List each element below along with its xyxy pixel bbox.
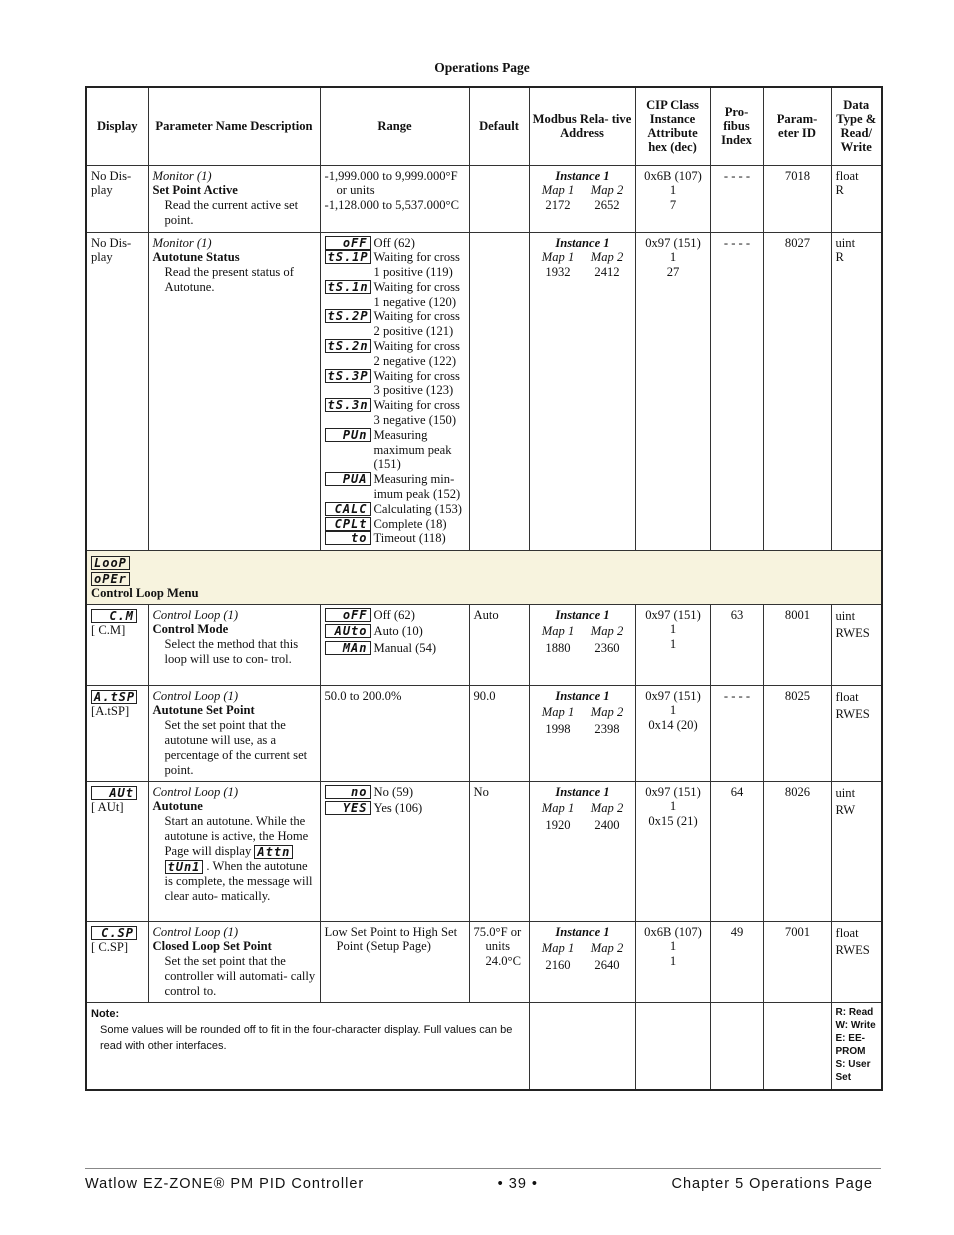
rw-value: RWES [835,706,870,721]
lcd-code: to [325,531,371,545]
default-cell: No [469,781,529,921]
param-section: Control Loop (1) [152,607,239,622]
param-cell [148,921,320,1002]
lcd-code: tS.1n [325,280,371,294]
desc-text: . When the autotune is complete, the message will clear auto- matically. [164,858,313,903]
legend-item: R: Read [835,1006,874,1018]
map1-value: 2172 [545,198,571,213]
range-option [325,250,467,280]
cip-cell [635,604,710,685]
param-name: Control Mode [152,622,229,637]
map1-value: 1932 [545,265,571,280]
display-cell [86,604,148,685]
header-row [86,87,882,165]
lcd-code: MAn [325,641,371,655]
map1-label: Map 1 [541,705,575,720]
empty-cell [763,1002,831,1090]
range-option [325,280,467,310]
param-id-cell: 8001 [763,604,831,685]
range-cell [320,781,469,921]
range-option-text: Waiting for cross 2 positive (121) [373,309,460,339]
rw-value: R [835,183,844,198]
dtype-value: uint [835,608,856,623]
page-number: • 39 • [497,1176,539,1192]
profibus-cell: - - - - [710,232,763,550]
display-cell: No Dis- play [86,232,148,550]
range-option-text: Auto (10) [373,624,423,639]
lcd-code: PUn [325,428,371,442]
cip-cell [635,232,710,550]
map1-label: Map 1 [541,624,575,639]
lcd-code: tS.1P [325,250,371,264]
range-option-text: Waiting for cross 3 negative (150) [373,398,460,428]
map1-label: Map 1 [541,941,575,956]
col-header-modbus: Modbus Rela- tive Address [529,87,635,165]
rw-value: RWES [835,942,870,957]
cip-instance: 1 [669,183,677,198]
param-id-cell: 8027 [763,232,831,550]
display-cell [86,921,148,1002]
col-header-cip: CIP Class Instance Attribute hex (dec) [635,87,710,165]
range-line: -1,999.000 to 9,999.000°F or units [324,168,458,198]
display-code: [A.tSP] [91,703,130,718]
lcd-code: Attn [254,845,293,859]
lcd-code: oPEr [91,572,130,586]
range-option [325,531,467,546]
cip-instance: 1 [669,250,677,265]
modbus-cell [529,781,635,921]
param-desc: Set the set point that the autotune will use, as a percentage of the current set point. [164,718,308,777]
range-cell [320,604,469,685]
col-header-param-id: Param- eter ID [763,87,831,165]
param-desc: Select the method that this loop will use to con- trol. [164,637,299,666]
empty-cell [529,1002,635,1090]
map1-value: 2160 [545,958,571,973]
note-text: Some values will be rounded off to fit in the four-character display. Full values can be read with other interfaces. [100,1023,513,1052]
dtype-value: float [835,168,859,183]
dtype-value: uint [835,235,856,250]
lcd-code: C.M [91,609,137,623]
cip-class: 0x97 (151) [645,235,701,250]
profibus-cell: - - - - [710,165,763,232]
dtype-cell [831,921,882,1002]
range-option-text: Waiting for cross 3 positive (123) [373,368,460,398]
rw-value: RW [835,802,856,817]
param-cell [148,604,320,685]
range-option-text: Manual (54) [373,641,437,656]
desc-text: Start an autotune. While the autotune is active, the Home Page will display [164,814,309,858]
col-header-data-type: Data Type & Read/ Write [831,87,882,165]
cip-attribute: 0x15 (21) [648,814,698,829]
lcd-code: AUto [325,624,371,638]
table-row [86,781,882,921]
range-option [325,785,466,800]
map2-value: 2400 [594,818,620,833]
display-cell [86,685,148,781]
dtype-cell [831,232,882,550]
display-cell [86,781,148,921]
lcd-code: PUA [325,472,371,486]
default-cell [469,921,529,1002]
cip-class: 0x6B (107) [644,168,702,183]
map2-value: 2640 [594,958,620,973]
param-name: Set Point Active [152,183,238,198]
lcd-code: CALC [325,502,371,516]
param-name: Autotune Set Point [152,703,255,718]
range-option [325,428,467,472]
param-cell [148,232,320,550]
map2-value: 2652 [594,198,620,213]
param-section: Control Loop (1) [152,784,239,799]
map2-label: Map 2 [590,250,624,265]
range-option-text: Off (62) [373,235,415,250]
cip-attribute: 1 [669,637,677,652]
note-row [86,1002,882,1090]
cip-attribute: 27 [666,265,680,280]
operations-table [85,86,883,1091]
range-option [325,369,467,399]
map1-label: Map 1 [541,183,575,198]
range-option-text: Timeout (118) [373,531,446,546]
cip-cell [635,921,710,1002]
instance-label: Instance 1 [555,235,610,250]
param-name: Autotune Status [152,250,240,265]
map2-label: Map 2 [590,941,624,956]
display-code: [ C.SP] [91,939,129,954]
range-option-text: Waiting for cross 2 negative (122) [373,339,460,368]
cip-cell [635,781,710,921]
footer-divider [85,1168,881,1169]
profibus-cell: 64 [710,781,763,921]
cip-instance: 1 [669,622,677,637]
lcd-code: CPLt [325,517,371,531]
modbus-cell [529,921,635,1002]
range-option-text: Measuring maximum peak (151) [373,427,452,472]
param-name: Autotune [152,799,203,814]
default-cell [469,165,529,232]
note-cell [86,1002,529,1090]
cip-class: 0x6B (107) [644,924,702,939]
range-cell [320,165,469,232]
param-cell [148,165,320,232]
page-footer [85,1176,873,1192]
range-option [325,472,467,502]
lcd-code: tS.2n [325,339,371,353]
default-cell: 90.0 [469,685,529,781]
range-option [325,801,466,816]
profibus-cell: 63 [710,604,763,685]
param-id-cell: 8026 [763,781,831,921]
instance-label: Instance 1 [555,924,610,939]
map2-label: Map 2 [590,624,624,639]
cip-class: 0x97 (151) [645,688,701,703]
instance-label: Instance 1 [555,607,610,622]
display-code: [ C.M] [91,622,126,637]
range-option-text: Complete (18) [373,516,447,531]
range-line: -1,128.000 to 5,537.000°C [324,198,459,213]
cip-class: 0x97 (151) [645,607,701,622]
range-option [325,608,466,623]
range-option [325,624,466,639]
map1-value: 1998 [545,722,571,737]
modbus-cell [529,232,635,550]
param-section: Monitor (1) [152,168,212,183]
range-line: Low Set Point to High Set Point (Setup Page) [324,924,458,954]
param-cell [148,685,320,781]
range-option-text: Calculating (153) [373,501,462,516]
modbus-cell [529,685,635,781]
lcd-code: C.SP [91,926,137,940]
param-desc: Read the present status of Autotune. [164,265,294,294]
map1-label: Map 1 [541,250,575,265]
param-desc [153,814,317,903]
cip-instance: 1 [669,799,677,814]
legend-item: E: EE-PROM [835,1032,866,1057]
table-row [86,921,882,1002]
map2-value: 2360 [594,641,620,656]
dtype-value: float [835,689,859,704]
empty-cell [710,1002,763,1090]
menu-title: Control Loop Menu [91,585,199,600]
lcd-code: oFF [325,608,371,622]
display-cell: No Dis- play [86,165,148,232]
col-header-range: Range [320,87,469,165]
range-option-text: Measuring min- imum peak (152) [373,472,461,502]
rw-value: RWES [835,625,870,640]
range-option [325,398,467,428]
table-row [86,232,882,550]
map1-label: Map 1 [541,801,575,816]
empty-cell [635,1002,710,1090]
instance-label: Instance 1 [555,784,610,799]
map1-value: 1920 [545,818,571,833]
param-section: Control Loop (1) [152,688,239,703]
dtype-value: float [835,925,859,940]
map1-value: 1880 [545,641,571,656]
profibus-cell: - - - - [710,685,763,781]
default-cell: Auto [469,604,529,685]
range-cell: 50.0 to 200.0% [320,685,469,781]
cip-attribute: 7 [669,198,677,213]
note-title: Note: [91,1007,120,1020]
profibus-cell: 49 [710,921,763,1002]
instance-label: Instance 1 [555,168,610,183]
cip-class: 0x97 (151) [645,784,701,799]
dtype-cell [831,781,882,921]
table-row [86,165,882,232]
lcd-code: tS.3P [325,369,371,383]
param-section: Control Loop (1) [152,924,239,939]
default-cell [469,232,529,550]
col-header-profibus: Pro- fibus Index [710,87,763,165]
instance-label: Instance 1 [555,688,610,703]
param-section: Monitor (1) [152,235,212,250]
rw-value: R [835,250,844,265]
col-header-param-name: Parameter Name Description [148,87,320,165]
modbus-cell [529,165,635,232]
lcd-code: tS.2P [325,309,371,323]
range-cell [320,921,469,1002]
param-id-cell: 7018 [763,165,831,232]
map2-value: 2398 [594,722,620,737]
table-row [86,604,882,685]
param-id-cell: 7001 [763,921,831,1002]
col-header-display: Display [86,87,148,165]
cip-instance: 1 [669,703,677,718]
range-option [325,236,467,251]
display-code: [ AUt] [91,799,124,814]
lcd-code: AUt [91,786,137,800]
legend-item: S: User Set [835,1058,871,1083]
map2-value: 2412 [594,265,620,280]
legend-item: W: Write [835,1019,876,1031]
lcd-code: no [325,785,371,799]
cip-attribute: 1 [669,954,677,969]
lcd-code: LooP [91,556,130,570]
cip-cell [635,165,710,232]
param-desc: Set the set point that the controller will automati- cally control to. [164,954,316,998]
range-option-text: Off (62) [373,607,415,622]
param-desc: Read the current active set point. [164,198,299,227]
lcd-code: oFF [325,236,371,250]
range-option-text: Waiting for cross 1 positive (119) [373,250,460,280]
control-loop-menu [86,550,882,604]
range-option-text: Yes (106) [373,801,423,816]
range-option [325,517,467,532]
range-option [325,641,466,656]
dtype-cell [831,685,882,781]
param-id-cell: 8025 [763,685,831,781]
map2-label: Map 2 [590,801,624,816]
cip-attribute: 0x14 (20) [648,718,698,733]
dtype-value: uint [835,785,856,800]
map2-label: Map 2 [590,705,624,720]
modbus-cell [529,604,635,685]
param-cell [148,781,320,921]
table-row [86,685,882,781]
cip-instance: 1 [669,939,677,954]
range-option [325,502,467,517]
range-option [325,309,467,339]
range-cell [320,232,469,550]
lcd-code: tS.3n [325,398,371,412]
page-title: Operations Page [434,60,530,75]
range-option [325,339,467,369]
lcd-code: tUn1 [165,860,204,874]
col-header-default: Default [469,87,529,165]
menu-header-row [86,550,882,604]
dtype-cell [831,165,882,232]
footer-chapter: Chapter 5 Operations Page [671,1176,873,1192]
cip-cell [635,685,710,781]
lcd-code: YES [325,801,371,815]
footer-title: Watlow EZ-ZONE® PM PID Controller [85,1176,365,1192]
rw-legend [831,1002,882,1090]
range-option-text: Waiting for cross 1 negative (120) [373,279,460,309]
dtype-cell [831,604,882,685]
lcd-code: A.tSP [91,690,137,704]
param-name: Closed Loop Set Point [152,939,272,954]
map2-label: Map 2 [590,183,624,198]
range-option-text: No (59) [373,784,414,799]
default-value: 75.0°F or units 24.0°C [473,924,522,969]
